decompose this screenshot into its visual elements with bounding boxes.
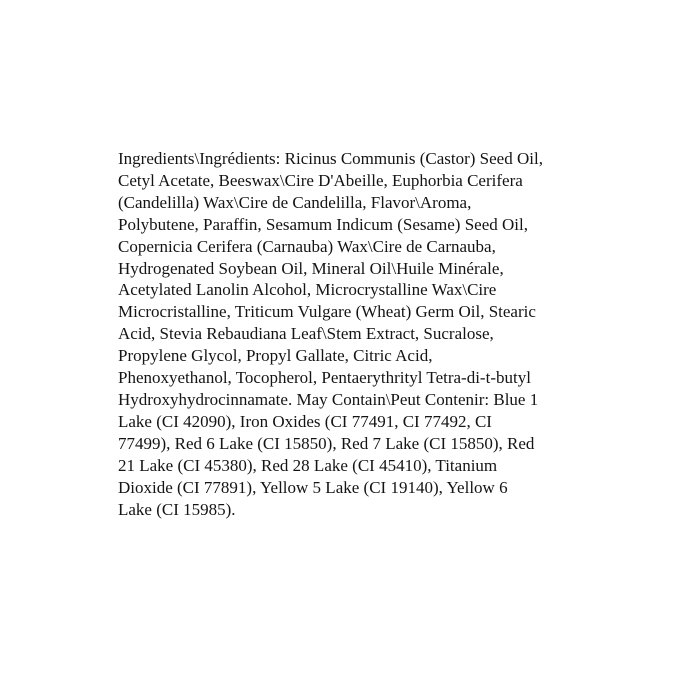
ingredients-line: Cetyl Acetate, Beeswax\Cire D'Abeille, Euphorbia Cerifera (118, 170, 523, 190)
ingredients-line: Propylene Glycol, Propyl Gallate, Citric Acid, (118, 346, 433, 366)
ingredients-line: Hydroxyhydrocinnamate. May Contain\Peut Contenir: Blue 1 (118, 389, 539, 409)
ingredients-line: 77499), Red 6 Lake (CI 15850), Red 7 Lake (CI 15850), Red (118, 433, 535, 453)
ingredients-line: Microcristalline, Triticum Vulgare (Wheat) Germ Oil, Stearic (118, 302, 536, 322)
ingredients-line: Copernicia Cerifera (Carnauba) Wax\Cire de Carnauba, (118, 236, 496, 256)
ingredients-line: Lake (CI 15985). (118, 499, 236, 519)
ingredients-line: 21 Lake (CI 45380), Red 28 Lake (CI 45410), Titanium (118, 455, 498, 475)
ingredients-line: Ingredients\Ingrédients: Ricinus Communis (Castor) Seed Oil, (118, 149, 543, 168)
ingredients-line: Hydrogenated Soybean Oil, Mineral Oil\Huile Minérale, (118, 258, 504, 278)
ingredients-line: Acetylated Lanolin Alcohol, Microcrystalline Wax\Cire (118, 280, 497, 300)
ingredients-line: Lake (CI 42090), Iron Oxides (CI 77491, CI 77492, CI (118, 411, 492, 431)
ingredients-line: Phenoxyethanol, Tocopherol, Pentaerythrityl Tetra-di-t-butyl (118, 368, 531, 388)
ingredients-text-block (118, 148, 578, 520)
ingredients-line: (Candelilla) Wax\Cire de Candelilla, Flavor\Aroma, (118, 192, 472, 212)
ingredients-line: Dioxide (CI 77891), Yellow 5 Lake (CI 19140), Yellow 6 (118, 477, 508, 497)
ingredients-line: Polybutene, Paraffin, Sesamum Indicum (Sesame) Seed Oil, (118, 214, 528, 234)
ingredients-line: Acid, Stevia Rebaudiana Leaf\Stem Extract, Sucralose, (118, 324, 494, 344)
